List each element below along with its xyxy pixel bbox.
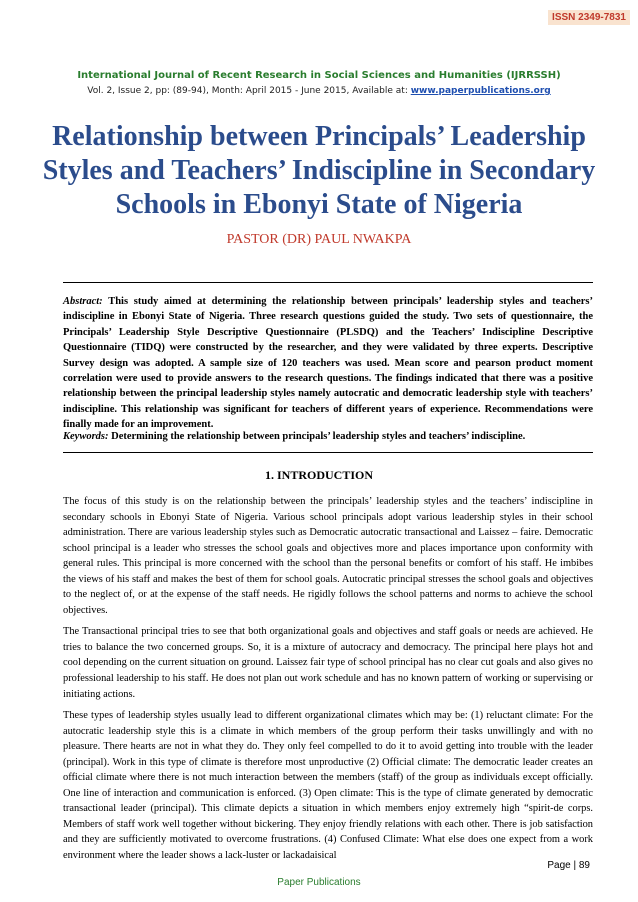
- keywords: [63, 430, 593, 444]
- abstract-text: This study aimed at determining the relationship between principals’ leadership styles and teachers’ indiscipline in Ebonyi State of Nigeria. Three research questions guided the study. Two sets of questionnaire, the Principals’ Leadership Style Descriptive Questionnaire (PLSDQ) and the Teachers’ Indiscipline Descriptive Questionnaire (TIDQ) were constructed by the researcher, and they were validated by three experts. Descriptive Survey design was adopted. A sample size of 120 teachers was used. Mean score and pearson product moment correlation were used to provide answers to the research questions. The findings indicated that there was a positive relationship between the principal leadership styles namely autocratic and democratic leadership style with teachers’ indiscipline. This relationship was significant for teachers of different years of experience. Recommendations were finally made for an improvement.: [63, 296, 593, 431]
- footer-publisher: Paper Publications: [277, 877, 361, 888]
- abstract-label: Abstract:: [63, 296, 103, 307]
- body-text: [63, 494, 593, 870]
- paragraph: The focus of this study is on the relationship between the principals’ leadership styles and the teachers’ indiscipline in secondary schools in Ebonyi State of Nigeria. Various school principals adopt various leadership styles in their school administration. There are various leadership styles such as Democratic autocratic transactional and Laissez – faire. Democratic school principal is a leader who stresses the school goals and objectives more and places importance upon conformity with general rules. This principal is more concerned with the school than the personal benefits or comfort of his staff. He imbibes the views of his staff and makes the best of them for school goals. Autocratic principal stresses the school goals and objectives to the neglect of, or at the expense of the staff needs. He rigidly follows the school patterns and norms to achieve the school objectives.: [63, 496, 593, 616]
- divider-top: [63, 282, 593, 283]
- journal-name: International Journal of Recent Research in Social Sciences and Humanities (IJRRSSH): [77, 70, 561, 81]
- volume-text: Vol. 2, Issue 2, pp: (89-94), Month: April 2015 - June 2015, Available at:: [87, 86, 411, 96]
- keywords-text: Determining the relationship between principals’ leadership styles and teachers’ indiscipline.: [108, 431, 526, 442]
- keywords-label: Keywords:: [63, 431, 109, 442]
- abstract: [63, 294, 593, 433]
- divider-bottom: [63, 452, 593, 453]
- section-heading: 1. INTRODUCTION: [264, 468, 373, 482]
- paper-title: Relationship between Principals’ Leadership Styles and Teachers’ Indiscipline in Secondary Schools in Ebonyi State of Nigeria: [42, 121, 596, 220]
- page-number: Page | 89: [547, 860, 590, 871]
- website-link[interactable]: www.paperpublications.org: [410, 86, 551, 96]
- volume-info: [20, 86, 618, 96]
- paragraph: These types of leadership styles usually lead to different organizational climates which may be: (1) reluctant climate: For the autocratic leadership style this is a climate in which members of the group perform their tasks unwillingly and with no pleasure. There hearts are not in what they do. They only feel compelled to do it to avoid getting into trouble with the leader (principal). Work in this type of climate is therefore most unproductive (2) Official climate: The democratic leader creates an official climate where there is not much interaction between the members (staff) of the group as individuals except officially. One line of interaction and communication is enforced. (3) Open climate: This is the type of climate generated by democratic transactional leader (principal). This climate depicts a situation in which members enjoy extremely high “spirit-de corps. Members of staff work well together without bickering. They enjoy friendly relations with each other. There is job satisfaction and they are sufficiently motivated to overcome frustrations. (4) Confused Climate: What else does one expect from a work environment where the leader shows a lack-luster or lackadaisical: [63, 710, 593, 862]
- paragraph: The Transactional principal tries to see that both organizational goals and objectives and staff goals or needs are achieved. He tries to balance the two concerned groups. So, it is a mixture of autocracy and democracy. The principal here plays hot and cool depending on the current situation on ground. Laissez fair type of school principal has no clear cut goals and also gives no professional leadership to his staff. He does not plan out work schedule and has no known pattern of working or supervising or initiating actions.: [63, 626, 593, 700]
- issn-badge: ISSN 2349-7831: [548, 10, 630, 25]
- author-name: PASTOR (DR) PAUL NWAKPA: [226, 232, 412, 247]
